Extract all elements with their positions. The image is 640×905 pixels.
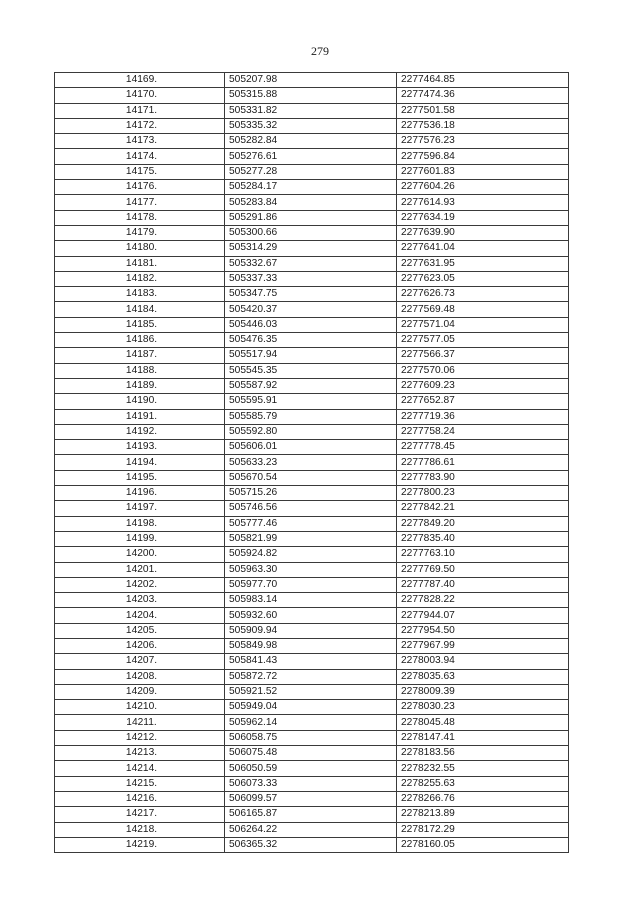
x-coordinate-cell: 506365.32 bbox=[225, 837, 397, 852]
y-coordinate-cell: 2277758.24 bbox=[397, 424, 569, 439]
y-coordinate-cell: 2277614.93 bbox=[397, 195, 569, 210]
y-coordinate-cell: 2277631.95 bbox=[397, 256, 569, 271]
x-coordinate-cell: 505821.99 bbox=[225, 531, 397, 546]
y-coordinate-cell: 2277566.37 bbox=[397, 348, 569, 363]
y-coordinate-cell: 2277944.07 bbox=[397, 608, 569, 623]
table-row bbox=[55, 195, 569, 210]
x-coordinate-cell: 505283.84 bbox=[225, 195, 397, 210]
table-row bbox=[55, 669, 569, 684]
y-coordinate-cell: 2277639.90 bbox=[397, 225, 569, 240]
x-coordinate-cell: 505207.98 bbox=[225, 73, 397, 88]
point-number-cell: 14203. bbox=[55, 593, 225, 608]
x-coordinate-cell: 505595.91 bbox=[225, 394, 397, 409]
table-row bbox=[55, 791, 569, 806]
x-coordinate-cell: 505517.94 bbox=[225, 348, 397, 363]
table-row bbox=[55, 516, 569, 531]
y-coordinate-cell: 2277778.45 bbox=[397, 440, 569, 455]
table-row bbox=[55, 654, 569, 669]
point-number-cell: 14218. bbox=[55, 822, 225, 837]
table-row bbox=[55, 761, 569, 776]
point-number-cell: 14184. bbox=[55, 302, 225, 317]
table-row bbox=[55, 440, 569, 455]
y-coordinate-cell: 2277719.36 bbox=[397, 409, 569, 424]
table-row bbox=[55, 409, 569, 424]
point-number-cell: 14216. bbox=[55, 791, 225, 806]
point-number-cell: 14174. bbox=[55, 149, 225, 164]
point-number-cell: 14219. bbox=[55, 837, 225, 852]
y-coordinate-cell: 2278232.55 bbox=[397, 761, 569, 776]
table-row bbox=[55, 73, 569, 88]
point-number-cell: 14183. bbox=[55, 287, 225, 302]
table-row bbox=[55, 455, 569, 470]
y-coordinate-cell: 2277601.83 bbox=[397, 164, 569, 179]
point-number-cell: 14199. bbox=[55, 531, 225, 546]
point-number-cell: 14185. bbox=[55, 317, 225, 332]
table-row bbox=[55, 302, 569, 317]
point-number-cell: 14177. bbox=[55, 195, 225, 210]
point-number-cell: 14196. bbox=[55, 486, 225, 501]
table-row bbox=[55, 700, 569, 715]
page-number: 279 bbox=[311, 44, 329, 58]
table-row bbox=[55, 363, 569, 378]
point-number-cell: 14171. bbox=[55, 103, 225, 118]
x-coordinate-cell: 505314.29 bbox=[225, 241, 397, 256]
point-number-cell: 14209. bbox=[55, 684, 225, 699]
x-coordinate-cell: 505331.82 bbox=[225, 103, 397, 118]
point-number-cell: 14206. bbox=[55, 638, 225, 653]
point-number-cell: 14192. bbox=[55, 424, 225, 439]
table-row bbox=[55, 807, 569, 822]
point-number-cell: 14179. bbox=[55, 225, 225, 240]
y-coordinate-cell: 2278003.94 bbox=[397, 654, 569, 669]
x-coordinate-cell: 505337.33 bbox=[225, 271, 397, 286]
y-coordinate-cell: 2278213.89 bbox=[397, 807, 569, 822]
table-row bbox=[55, 88, 569, 103]
table-row bbox=[55, 164, 569, 179]
y-coordinate-cell: 2277835.40 bbox=[397, 531, 569, 546]
x-coordinate-cell: 506099.57 bbox=[225, 791, 397, 806]
y-coordinate-cell: 2277954.50 bbox=[397, 623, 569, 638]
y-coordinate-cell: 2277652.87 bbox=[397, 394, 569, 409]
x-coordinate-cell: 505924.82 bbox=[225, 547, 397, 562]
point-number-cell: 14213. bbox=[55, 746, 225, 761]
table-row bbox=[55, 837, 569, 852]
point-number-cell: 14170. bbox=[55, 88, 225, 103]
point-number-cell: 14176. bbox=[55, 180, 225, 195]
table-row bbox=[55, 547, 569, 562]
y-coordinate-cell: 2278045.48 bbox=[397, 715, 569, 730]
point-number-cell: 14217. bbox=[55, 807, 225, 822]
point-number-cell: 14197. bbox=[55, 501, 225, 516]
y-coordinate-cell: 2278035.63 bbox=[397, 669, 569, 684]
x-coordinate-cell: 505585.79 bbox=[225, 409, 397, 424]
x-coordinate-cell: 506165.87 bbox=[225, 807, 397, 822]
table-row bbox=[55, 593, 569, 608]
y-coordinate-cell: 2277634.19 bbox=[397, 210, 569, 225]
y-coordinate-cell: 2277604.26 bbox=[397, 180, 569, 195]
y-coordinate-cell: 2277571.04 bbox=[397, 317, 569, 332]
point-number-cell: 14200. bbox=[55, 547, 225, 562]
x-coordinate-cell: 505592.80 bbox=[225, 424, 397, 439]
x-coordinate-cell: 505420.37 bbox=[225, 302, 397, 317]
y-coordinate-cell: 2277569.48 bbox=[397, 302, 569, 317]
point-number-cell: 14173. bbox=[55, 134, 225, 149]
point-number-cell: 14198. bbox=[55, 516, 225, 531]
table-row bbox=[55, 486, 569, 501]
table-row bbox=[55, 241, 569, 256]
x-coordinate-cell: 505347.75 bbox=[225, 287, 397, 302]
table-row bbox=[55, 348, 569, 363]
table-row bbox=[55, 225, 569, 240]
table-row bbox=[55, 822, 569, 837]
x-coordinate-cell: 505291.86 bbox=[225, 210, 397, 225]
table-row bbox=[55, 378, 569, 393]
x-coordinate-cell: 506058.75 bbox=[225, 730, 397, 745]
x-coordinate-cell: 505284.17 bbox=[225, 180, 397, 195]
y-coordinate-cell: 2277536.18 bbox=[397, 118, 569, 133]
x-coordinate-cell: 506264.22 bbox=[225, 822, 397, 837]
y-coordinate-cell: 2277787.40 bbox=[397, 577, 569, 592]
point-number-cell: 14211. bbox=[55, 715, 225, 730]
x-coordinate-cell: 505963.30 bbox=[225, 562, 397, 577]
y-coordinate-cell: 2277763.10 bbox=[397, 547, 569, 562]
x-coordinate-cell: 505335.32 bbox=[225, 118, 397, 133]
point-number-cell: 14204. bbox=[55, 608, 225, 623]
table-row bbox=[55, 180, 569, 195]
y-coordinate-cell: 2277623.05 bbox=[397, 271, 569, 286]
x-coordinate-cell: 505715.26 bbox=[225, 486, 397, 501]
table-row bbox=[55, 562, 569, 577]
table-row bbox=[55, 730, 569, 745]
table-row bbox=[55, 210, 569, 225]
coordinates-table-body bbox=[55, 73, 569, 853]
table-row bbox=[55, 149, 569, 164]
point-number-cell: 14215. bbox=[55, 776, 225, 791]
table-row bbox=[55, 623, 569, 638]
point-number-cell: 14182. bbox=[55, 271, 225, 286]
point-number-cell: 14201. bbox=[55, 562, 225, 577]
coordinates-table bbox=[54, 72, 569, 853]
x-coordinate-cell: 505921.52 bbox=[225, 684, 397, 699]
table-row bbox=[55, 684, 569, 699]
x-coordinate-cell: 505633.23 bbox=[225, 455, 397, 470]
x-coordinate-cell: 505300.66 bbox=[225, 225, 397, 240]
table-row bbox=[55, 333, 569, 348]
table-row bbox=[55, 287, 569, 302]
y-coordinate-cell: 2277786.61 bbox=[397, 455, 569, 470]
table-row bbox=[55, 103, 569, 118]
x-coordinate-cell: 505777.46 bbox=[225, 516, 397, 531]
y-coordinate-cell: 2278147.41 bbox=[397, 730, 569, 745]
point-number-cell: 14181. bbox=[55, 256, 225, 271]
y-coordinate-cell: 2278172.29 bbox=[397, 822, 569, 837]
y-coordinate-cell: 2277576.23 bbox=[397, 134, 569, 149]
table-row bbox=[55, 271, 569, 286]
table-row bbox=[55, 715, 569, 730]
x-coordinate-cell: 505932.60 bbox=[225, 608, 397, 623]
x-coordinate-cell: 505282.84 bbox=[225, 134, 397, 149]
x-coordinate-cell: 505909.94 bbox=[225, 623, 397, 638]
y-coordinate-cell: 2277501.58 bbox=[397, 103, 569, 118]
point-number-cell: 14175. bbox=[55, 164, 225, 179]
table-row bbox=[55, 394, 569, 409]
y-coordinate-cell: 2277570.06 bbox=[397, 363, 569, 378]
y-coordinate-cell: 2277577.05 bbox=[397, 333, 569, 348]
table-row bbox=[55, 424, 569, 439]
table-row bbox=[55, 256, 569, 271]
x-coordinate-cell: 506050.59 bbox=[225, 761, 397, 776]
x-coordinate-cell: 505277.28 bbox=[225, 164, 397, 179]
y-coordinate-cell: 2277849.20 bbox=[397, 516, 569, 531]
point-number-cell: 14180. bbox=[55, 241, 225, 256]
point-number-cell: 14188. bbox=[55, 363, 225, 378]
x-coordinate-cell: 505315.88 bbox=[225, 88, 397, 103]
table-row bbox=[55, 317, 569, 332]
y-coordinate-cell: 2278266.76 bbox=[397, 791, 569, 806]
table-row bbox=[55, 134, 569, 149]
x-coordinate-cell: 506073.33 bbox=[225, 776, 397, 791]
x-coordinate-cell: 505670.54 bbox=[225, 470, 397, 485]
table-row bbox=[55, 501, 569, 516]
point-number-cell: 14169. bbox=[55, 73, 225, 88]
point-number-cell: 14193. bbox=[55, 440, 225, 455]
y-coordinate-cell: 2278009.39 bbox=[397, 684, 569, 699]
y-coordinate-cell: 2277474.36 bbox=[397, 88, 569, 103]
point-number-cell: 14186. bbox=[55, 333, 225, 348]
point-number-cell: 14187. bbox=[55, 348, 225, 363]
y-coordinate-cell: 2278160.05 bbox=[397, 837, 569, 852]
table-row bbox=[55, 776, 569, 791]
point-number-cell: 14214. bbox=[55, 761, 225, 776]
y-coordinate-cell: 2277783.90 bbox=[397, 470, 569, 485]
x-coordinate-cell: 505606.01 bbox=[225, 440, 397, 455]
point-number-cell: 14202. bbox=[55, 577, 225, 592]
point-number-cell: 14212. bbox=[55, 730, 225, 745]
y-coordinate-cell: 2277464.85 bbox=[397, 73, 569, 88]
point-number-cell: 14205. bbox=[55, 623, 225, 638]
table-row bbox=[55, 638, 569, 653]
point-number-cell: 14208. bbox=[55, 669, 225, 684]
y-coordinate-cell: 2278255.63 bbox=[397, 776, 569, 791]
x-coordinate-cell: 505949.04 bbox=[225, 700, 397, 715]
y-coordinate-cell: 2277769.50 bbox=[397, 562, 569, 577]
point-number-cell: 14189. bbox=[55, 378, 225, 393]
table-row bbox=[55, 608, 569, 623]
x-coordinate-cell: 505545.35 bbox=[225, 363, 397, 378]
table-row bbox=[55, 531, 569, 546]
table-row bbox=[55, 470, 569, 485]
point-number-cell: 14194. bbox=[55, 455, 225, 470]
y-coordinate-cell: 2278030.23 bbox=[397, 700, 569, 715]
table-row bbox=[55, 577, 569, 592]
y-coordinate-cell: 2277596.84 bbox=[397, 149, 569, 164]
x-coordinate-cell: 505276.61 bbox=[225, 149, 397, 164]
x-coordinate-cell: 505332.67 bbox=[225, 256, 397, 271]
y-coordinate-cell: 2277800.23 bbox=[397, 486, 569, 501]
x-coordinate-cell: 505587.92 bbox=[225, 378, 397, 393]
y-coordinate-cell: 2277967.99 bbox=[397, 638, 569, 653]
x-coordinate-cell: 505872.72 bbox=[225, 669, 397, 684]
y-coordinate-cell: 2278183.56 bbox=[397, 746, 569, 761]
point-number-cell: 14207. bbox=[55, 654, 225, 669]
x-coordinate-cell: 506075.48 bbox=[225, 746, 397, 761]
x-coordinate-cell: 505446.03 bbox=[225, 317, 397, 332]
point-number-cell: 14191. bbox=[55, 409, 225, 424]
x-coordinate-cell: 505849.98 bbox=[225, 638, 397, 653]
table-row bbox=[55, 746, 569, 761]
y-coordinate-cell: 2277842.21 bbox=[397, 501, 569, 516]
y-coordinate-cell: 2277626.73 bbox=[397, 287, 569, 302]
point-number-cell: 14210. bbox=[55, 700, 225, 715]
y-coordinate-cell: 2277828.22 bbox=[397, 593, 569, 608]
x-coordinate-cell: 505977.70 bbox=[225, 577, 397, 592]
y-coordinate-cell: 2277609.23 bbox=[397, 378, 569, 393]
table-row bbox=[55, 118, 569, 133]
point-number-cell: 14195. bbox=[55, 470, 225, 485]
x-coordinate-cell: 505983.14 bbox=[225, 593, 397, 608]
point-number-cell: 14190. bbox=[55, 394, 225, 409]
y-coordinate-cell: 2277641.04 bbox=[397, 241, 569, 256]
point-number-cell: 14172. bbox=[55, 118, 225, 133]
x-coordinate-cell: 505962.14 bbox=[225, 715, 397, 730]
x-coordinate-cell: 505746.56 bbox=[225, 501, 397, 516]
point-number-cell: 14178. bbox=[55, 210, 225, 225]
x-coordinate-cell: 505841.43 bbox=[225, 654, 397, 669]
x-coordinate-cell: 505476.35 bbox=[225, 333, 397, 348]
